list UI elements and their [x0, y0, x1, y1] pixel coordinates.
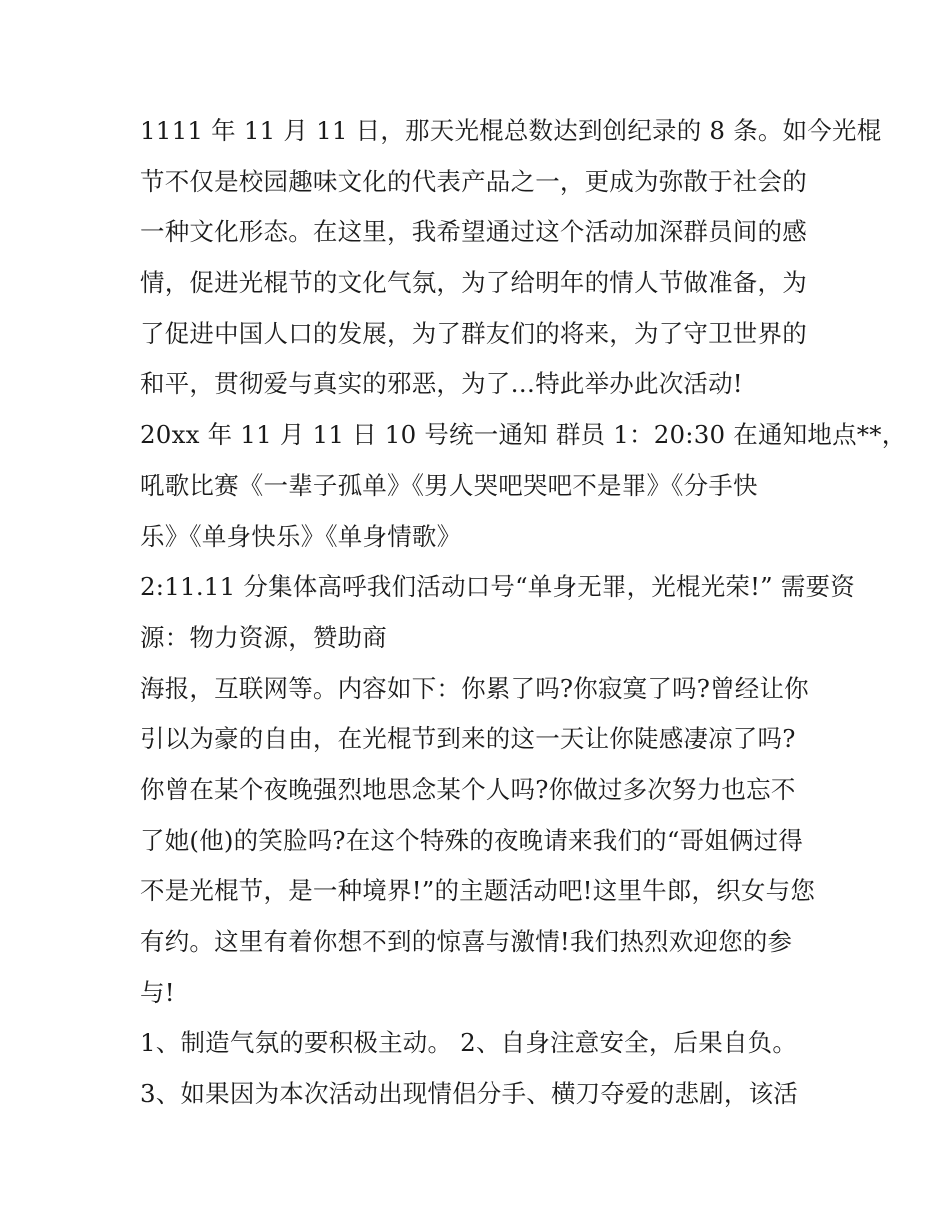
text-line: 乐》《单身快乐》《单身情歌》	[140, 521, 462, 551]
text-line: 1111 年 11 月 11 日，那天光棍总数达到创纪录的 8 条。如今光棍	[140, 116, 882, 145]
text-line: 和平，贯彻爱与真实的邪恶，为了…特此举办此次活动!	[140, 369, 743, 399]
text-line: 20xx 年 11 月 11 日 10 号统一通知 群员 1：20:30 在通知地点**，	[140, 420, 907, 450]
text-line: 了促进中国人口的发展，为了群友们的将来，为了守卫世界的	[140, 318, 807, 348]
text-line: 与!	[140, 977, 175, 1007]
text-line: 3、如果因为本次活动出现情侣分手、横刀夺爱的悲剧，该活	[140, 1079, 798, 1109]
text-line: 1、制造气氛的要积极主动。 2、自身注意安全，后果自负。	[140, 1028, 798, 1058]
text-line: 吼歌比赛《一辈子孤单》《男人哭吧哭吧不是罪》《分手快	[140, 470, 758, 500]
text-line: 一种文化形态。在这里，我希望通过这个活动加深群员间的感	[140, 217, 807, 247]
text-line: 不是光棍节，是一种境界!”的主题活动吧!这里牛郎，织女与您	[140, 876, 816, 906]
text-line: 海报，互联网等。内容如下：你累了吗?你寂寞了吗?曾经让你	[140, 673, 809, 703]
text-line: 节不仅是校园趣味文化的代表产品之一，更成为弥散于社会的	[140, 166, 807, 196]
text-line: 2:11.11 分集体高呼我们活动口号“单身无罪，光棍光荣!” 需要资	[140, 572, 855, 602]
text-line: 了她(他)的笑脸吗?在这个特殊的夜晚请来我们的“哥姐俩过得	[140, 825, 804, 855]
text-line: 情，促进光棍节的文化气氛，为了给明年的情人节做准备，为	[140, 268, 807, 298]
text-line: 有约。这里有着你想不到的惊喜与激情!我们热烈欢迎您的参	[140, 927, 793, 956]
document-body	[140, 106, 907, 1120]
text-line: 源：物力资源，赞助商	[140, 622, 387, 652]
text-line: 引以为豪的自由，在光棍节到来的这一天让你陡感凄凉了吗?	[140, 724, 796, 754]
text-line: 你曾在某个夜晚强烈地思念某个人吗?你做过多次努力也忘不	[140, 774, 796, 804]
